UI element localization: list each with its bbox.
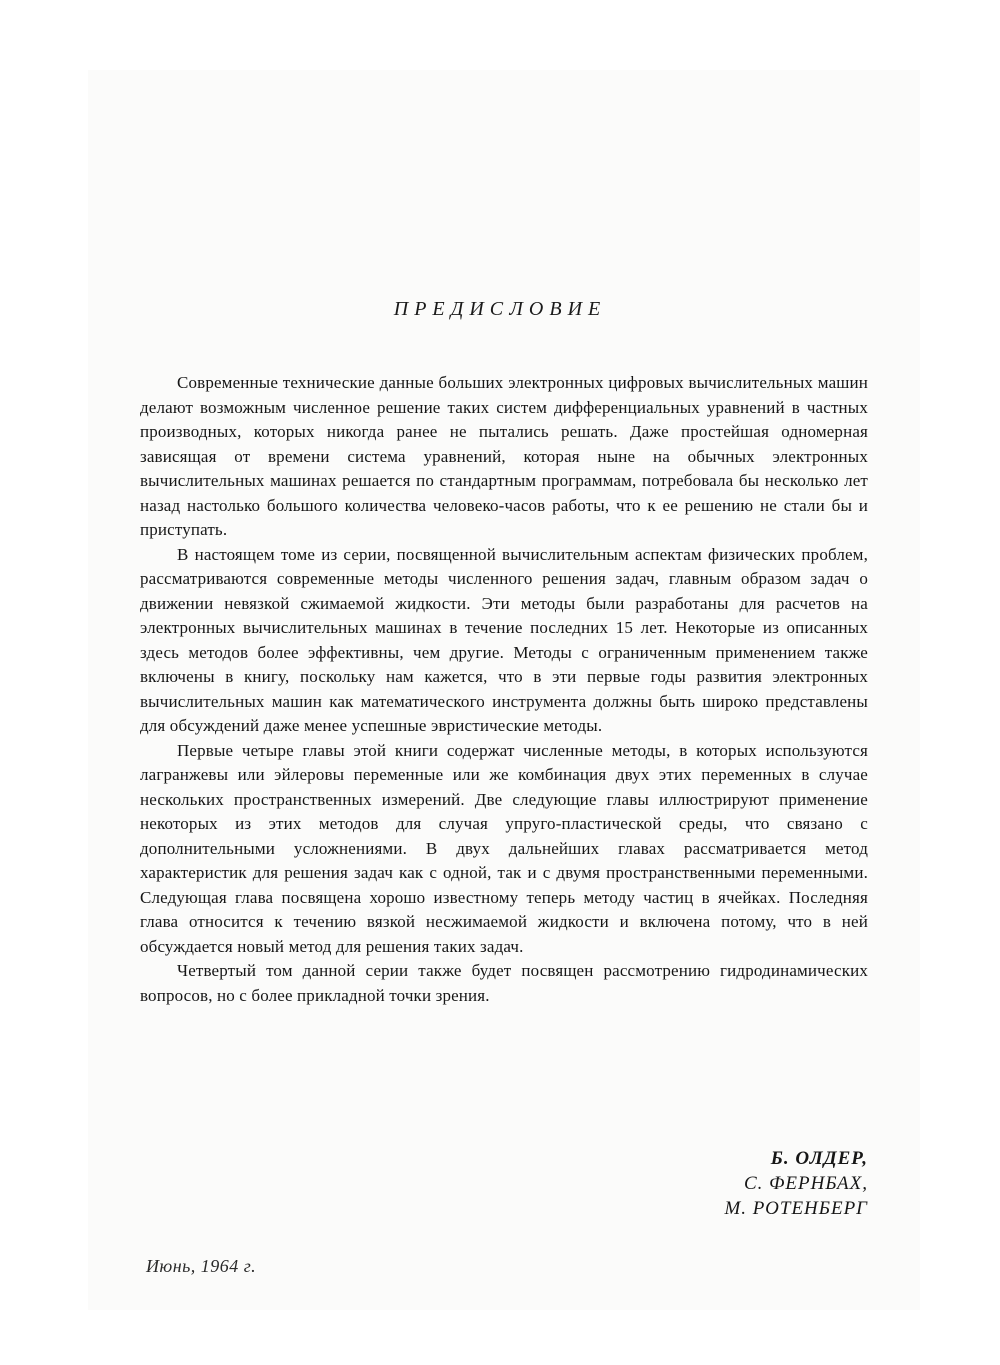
signature-2: С. ФЕРНБАХ, <box>743 1173 868 1194</box>
signature-3: М. РОТЕНБЕРГ <box>724 1198 868 1219</box>
page-title: ПРЕДИСЛОВИЕ <box>393 298 607 320</box>
paragraph-1: Современные технические данные больших электронных цифровых вычислительных машин делают возможным численное решение таких систем дифференциальных уравнений в частных производных, которых никогда ранее не пытались решать. Даже простейшая одномерная зависящая от времени система уравнений, которая ныне на обычных электронных вычислительных машинах решается по стандартным программам, потребовала бы несколько лет назад настолько большого количества человеко-часов работы, что к ее решению не стали бы и приступать. <box>140 373 868 539</box>
preface-body <box>140 371 868 1008</box>
paragraph-3: Первые четыре главы этой книги содержат численные методы, в которых используются лагранжевы или эйлеровы переменные или же комбинация двух этих переменных в случае нескольких пространственных измерений. Две следующие главы иллюстрируют применение некоторых из этих методов для случая упруго-пластической среды, что связано с дополнительными усложнениями. В двух дальнейших главах рассматривается метод характеристик для решения задач как с одной, так и с двумя пространственными переменными. Следующая глава посвящена хорошо известному теперь методу частиц в ячейках. Последняя глава относится к течению вязкой несжимаемой жидкости и включена потому, что в ней обсуждается новый метод для решения таких задач. <box>140 740 868 956</box>
paragraph-2: В настоящем томе из серии, посвященной вычислительным аспектам физических проблем, рассматриваются современные методы численного решения задач, главным образом задач о движении невязкой сжимаемой жидкости. Эти методы были разработаны для расчетов на электронных вычислительных машинах в течение последних 15 лет. Некоторые из описанных здесь методов более эффективны, чем другие. Методы с ограниченным применением также включены в книгу, поскольку нам кажется, что в эти первые годы развития электронных вычислительных машин как математического инструмента должны быть широко представлены для обсуждений даже менее успешные эвристические методы. <box>140 544 868 735</box>
signatures-block <box>724 1146 868 1221</box>
signature-1: Б. ОЛДЕР, <box>770 1148 868 1169</box>
date-line: Июнь, 1964 г. <box>146 1256 257 1276</box>
paragraph-4: Четвертый том данной серии также будет посвящен рассмотрению гидродинамических вопросов, но с более прикладной точки зрения. <box>140 961 868 1005</box>
